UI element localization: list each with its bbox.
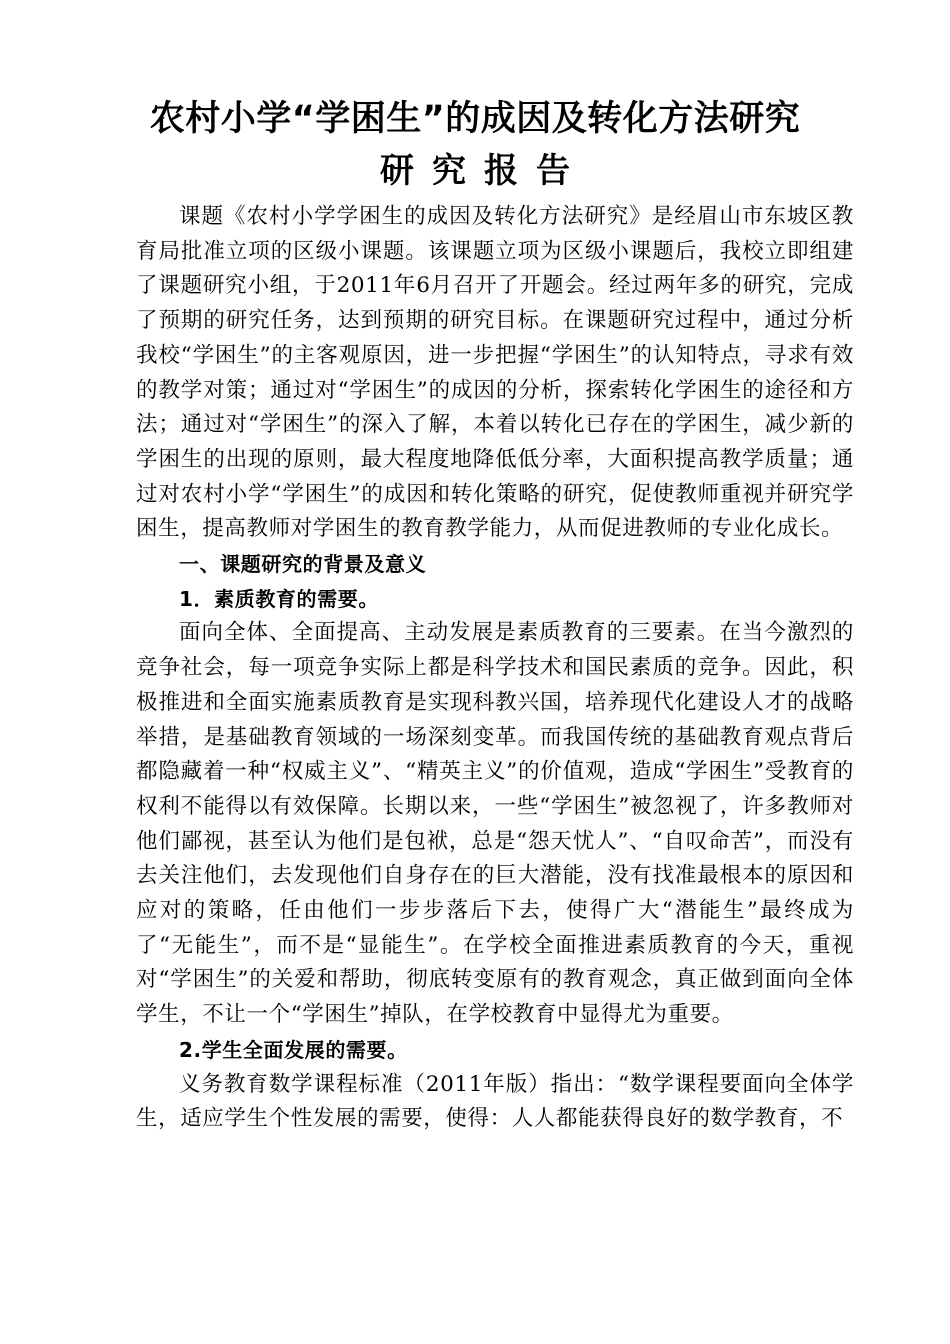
document-body	[136, 200, 854, 1137]
document-title: 农村小学“学困生”的成因及转化方法研究	[149, 99, 801, 139]
subsection-heading-student-development: 2.学生全面发展的需要。	[179, 1037, 408, 1062]
subsection-heading-quality-education: 1．素质教育的需要。	[179, 586, 379, 611]
intro-paragraph: 课题《农村小学学困生的成因及转化方法研究》是经眉山市东坡区教育局批准立项的区级小课题。该课题立项为区级小课题后，我校立即组建了课题研究小组，于2011年6月召开了开题会。经过两年多的研究，完成了预期的研究任务，达到预期的研究目标。在课题研究过程中，通过分析我校“学困生”的主客观原因，进一步把握“学困生”的认知特点，寻求有效的教学对策；通过对“学困生”的成因的分析，探索转化学困生的途径和方法；通过对“学困生”的深入了解，本着以转化已存在的学困生，减少新的学困生的出现的原则，最大程度地降低低分率，大面积提高教学质量；通过对农村小学“学困生”的成因和转化策略的研究，促使教师重视并研究学困生，提高教师对学困生的教育教学能力，从而促进教师的专业化成长。	[136, 204, 854, 542]
section-heading-background: 一、课题研究的背景及意义	[179, 552, 427, 577]
quality-education-paragraph: 面向全体、全面提高、主动发展是素质教育的三要素。在当今激烈的竞争社会，每一项竞争实际上都是科学技术和国民素质的竞争。因此，积极推进和全面实施素质教育是实现科教兴国，培养现代化建设人才的战略举措，是基础教育领域的一场深刻变革。而我国传统的基础教育观点背后都隐藏着一种“权威主义”、“精英主义”的价值观，造成“学困生”受教育的权利不能得以有效保障。长期以来，一些“学困生”被忽视了，许多教师对他们鄙视，甚至认为他们是包袱，总是“怨天忧人”、“自叹命苦”，而没有去关注他们，去发现他们自身存在的巨大潜能，没有找准最根本的原因和应对的策略，任由他们一步步落后下去，使得广大“潜能生”最终成为了“无能生”，而不是“显能生”。在学校全面推进素质教育的今天，重视对“学困生”的关爱和帮助，彻底转变原有的教育观念，真正做到面向全体学生，不让一个“学困生”掉队，在学校教育中显得尤为重要。	[136, 620, 854, 1028]
document-subtitle: 研究报告	[380, 151, 588, 191]
student-development-paragraph: 义务教育数学课程标准（2011年版）指出：“数学课程要面向全体学生，适应学生个性发展的需要，使得：人人都能获得良好的数学教育，不	[136, 1071, 854, 1132]
